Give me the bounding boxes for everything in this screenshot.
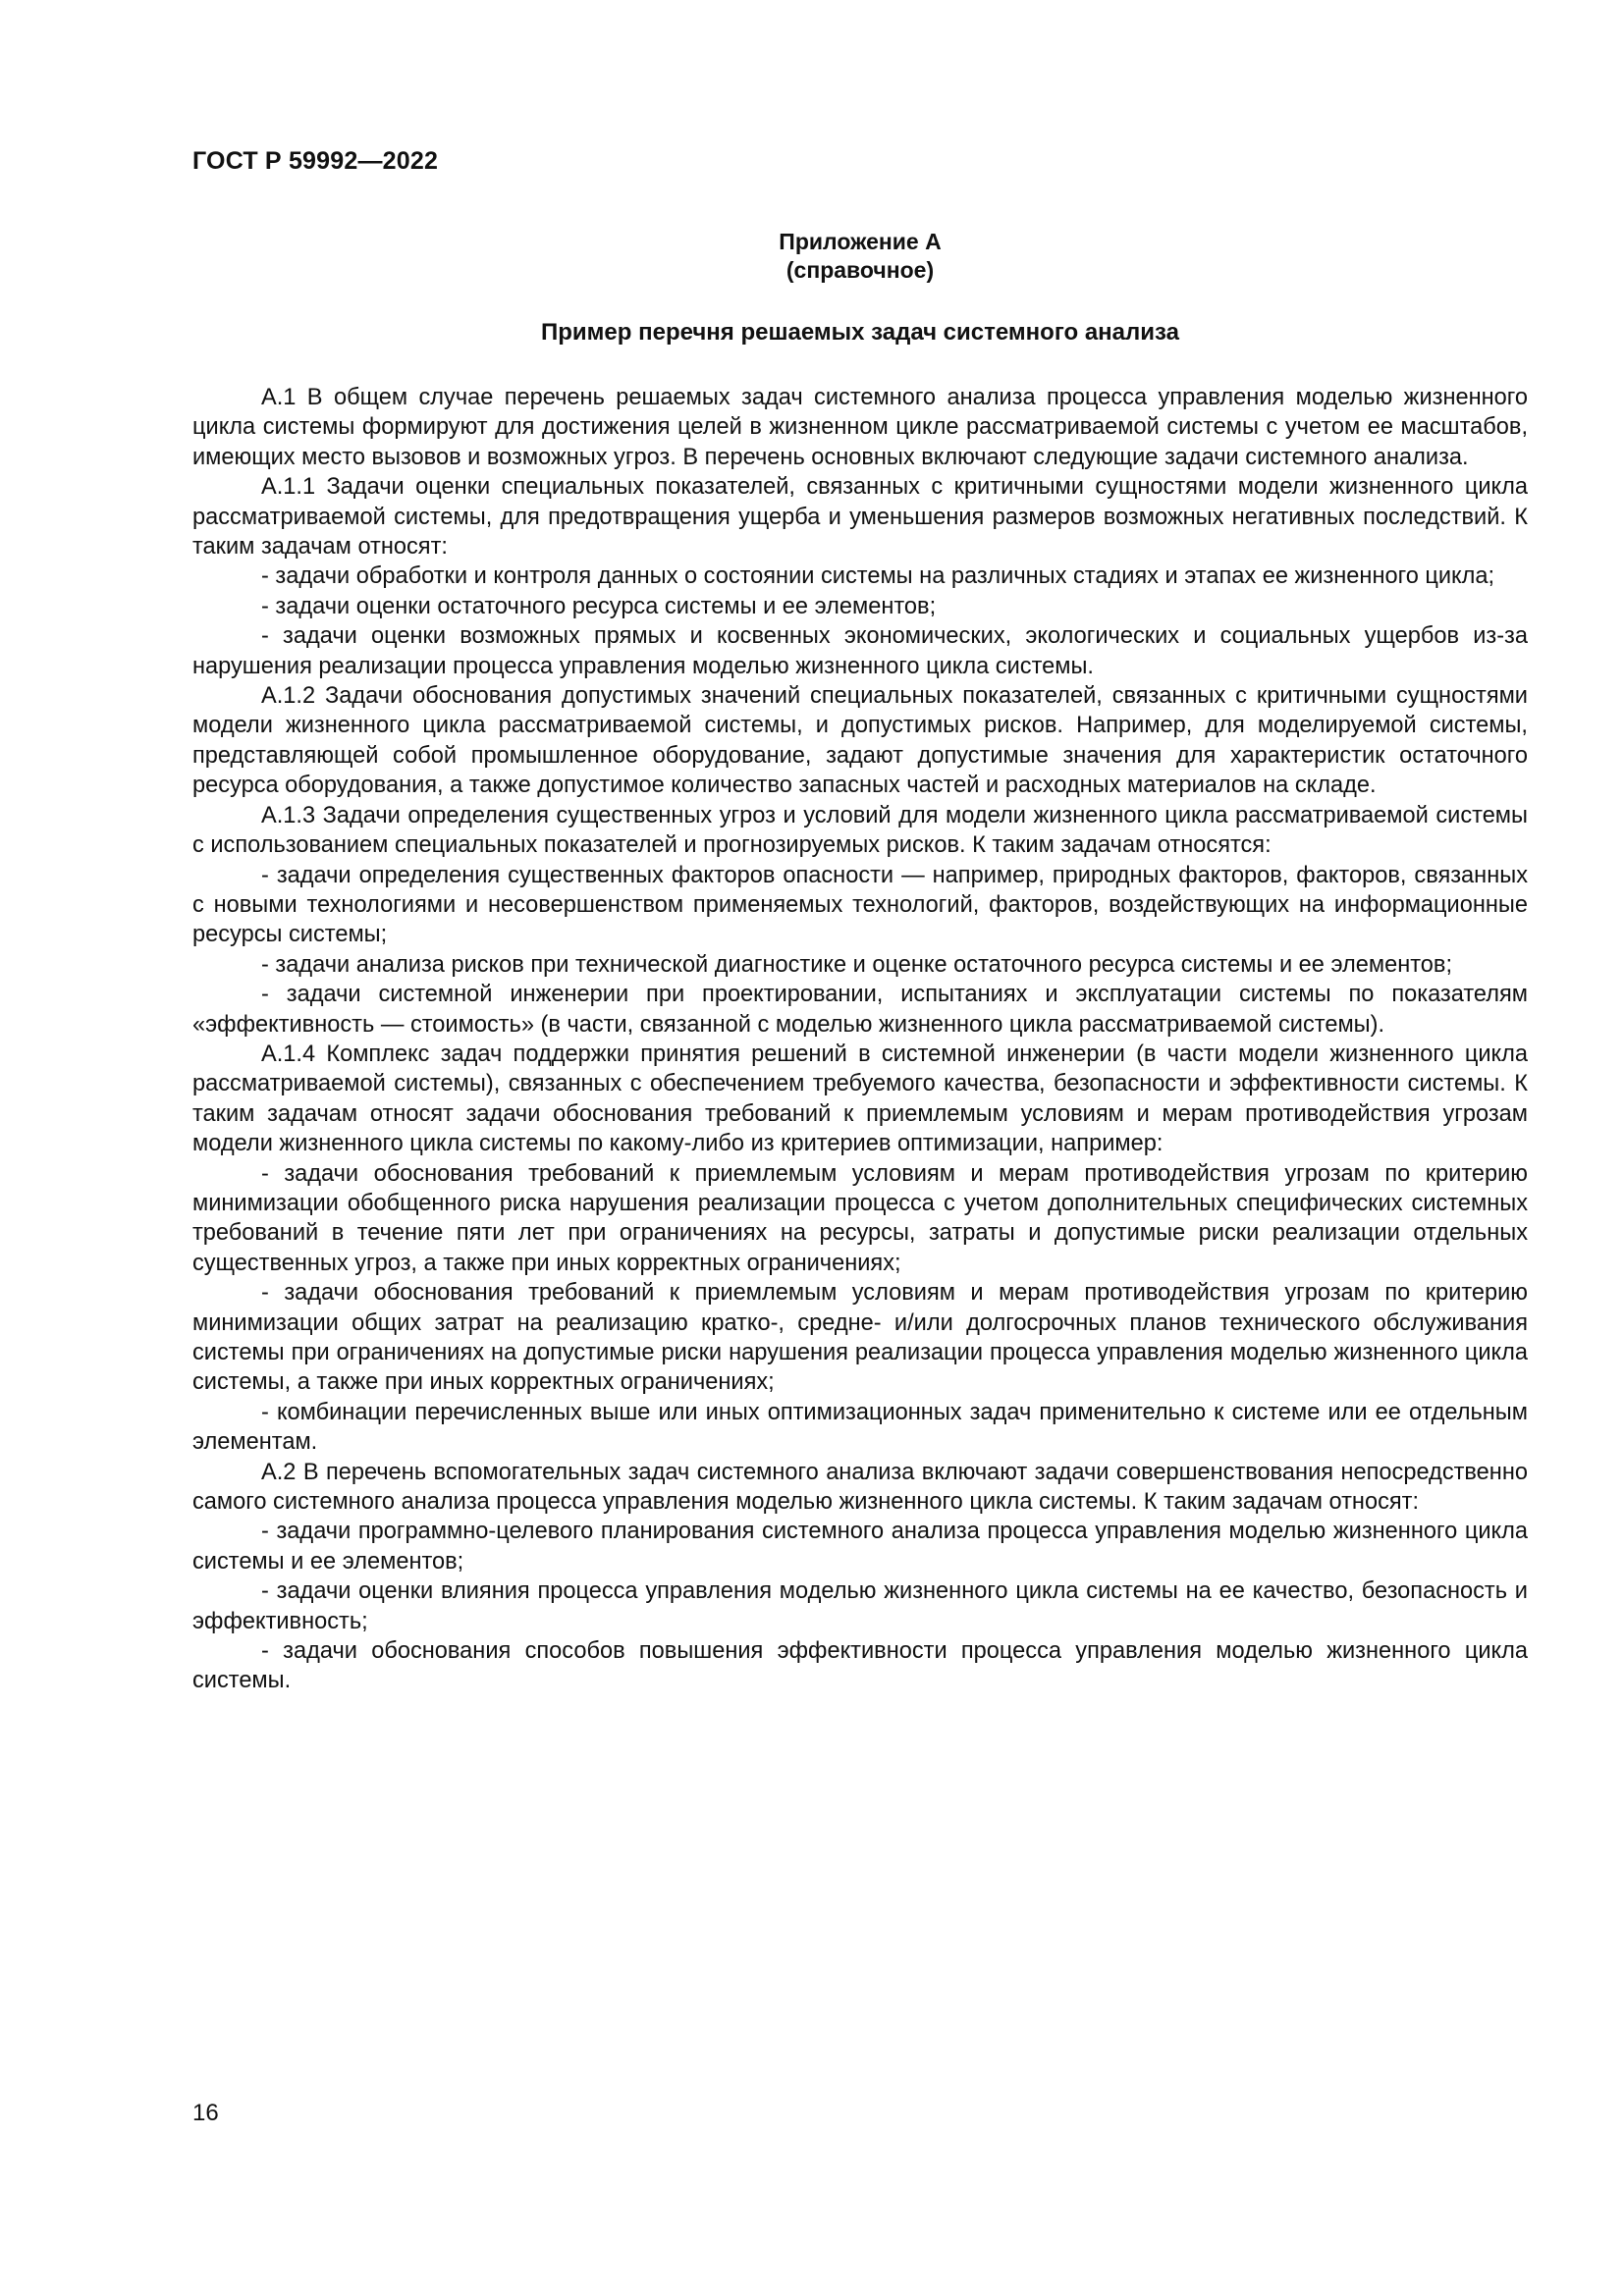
list-item: - задачи оценки остаточного ресурса системы и ее элементов; xyxy=(261,593,937,619)
list-item: - задачи обоснования требований к приемлемым условиям и мерам противодействия угрозам по критерию минимизации общих затрат на реализацию кратко-, средне- и/или долгосрочных планов технического обслуживания системы при ограничениях на допустимые риски нарушения реализации процесса управления моделью жизненного цикла системы, а также при иных корректных ограничениях; xyxy=(192,1280,1528,1396)
list-item: - задачи анализа рисков при технической диагностике и оценке остаточного ресурса системы и ее элементов; xyxy=(261,951,1453,978)
list-item: - задачи определения существенных факторов опасности — например, природных факторов, факторов, связанных с новыми технологиями и несовершенством применяемых технологий, факторов, воздействующих на информационные ресурсы системы; xyxy=(192,862,1528,948)
list-item: - задачи обоснования требований к приемлемым условиям и мерам противодействия угрозам по критерию минимизации обобщенного риска нарушения реализации процесса с учетом дополнительных специфических системных требований в течение пяти лет при ограничениях на ресурсы, затраты и допустимые риски реализации отдельных существенных угроз, а также при иных корректных ограничениях; xyxy=(192,1160,1528,1276)
document-body xyxy=(192,383,1528,1696)
list-item: - комбинации перечисленных выше или иных оптимизационных задач применительно к системе или ее отдельным элементам. xyxy=(192,1399,1528,1456)
list-item: - задачи программно-целевого планирования системного анализа процесса управления моделью жизненного цикла системы и ее элементов; xyxy=(192,1519,1528,1575)
list-item: - задачи обработки и контроля данных о состоянии системы на различных стадиях и этапах ее жизненного цикла; xyxy=(261,563,1495,590)
section-title: Пример перечня решаемых задач системного анализа xyxy=(541,319,1179,346)
paragraph-a1-4: А.1.4 Комплекс задач поддержки принятия решений в системной инженерии (в части модели жизненного цикла рассматриваемой системы), связанных с обеспечением требуемого качества, безопасности и эффективности системы. К таким задачам относят задачи обоснования требований к приемлемым условиям и мерам противодействия угрозам модели жизненного цикла системы по какому-либо из критериев оптимизации, например: xyxy=(192,1041,1528,1157)
paragraph-a1-1: А.1.1 Задачи оценки специальных показателей, связанных с критичными сущностями модели жизненного цикла рассматриваемой системы, для предотвращения ущерба и уменьшения размеров возможных негативных последствий. К таким задачам относят: xyxy=(192,474,1528,561)
paragraph-a1-3: А.1.3 Задачи определения существенных угроз и условий для модели жизненного цикла рассматриваемой системы с использованием специальных показателей и прогнозируемых рисков. К таким задачам относятся: xyxy=(192,802,1528,859)
document-code: ГОСТ Р 59992—2022 xyxy=(192,147,439,175)
list-item: - задачи оценки возможных прямых и косвенных экономических, экологических и социальных ущербов из-за нарушения реализации процесса управления моделью жизненного цикла системы. xyxy=(192,623,1528,679)
appendix-status: (справочное) xyxy=(785,257,935,283)
appendix-title: Приложение А xyxy=(779,229,942,254)
list-item: - задачи оценки влияния процесса управления моделью жизненного цикла системы на ее качество, безопасность и эффективность; xyxy=(192,1578,1528,1634)
list-item: - задачи системной инженерии при проектировании, испытаниях и эксплуатации системы по показателям «эффективность — стоимость» (в части, связанной с моделью жизненного цикла рассматриваемой системы). xyxy=(192,982,1528,1038)
paragraph-a2: А.2 В перечень вспомогательных задач системного анализа включают задачи совершенствования непосредственно самого системного анализа процесса управления моделью жизненного цикла системы. К таким задачам относят: xyxy=(192,1459,1528,1516)
paragraph-a1: А.1 В общем случае перечень решаемых задач системного анализа процесса управления моделью жизненного цикла системы формируют для достижения целей в жизненном цикле рассматриваемой системы с учетом ее масштабов, имеющих место вызовов и возможных угроз. В перечень основных включают следующие задачи системного анализа. xyxy=(192,385,1528,470)
list-item: - задачи обоснования способов повышения эффективности процесса управления моделью жизненного цикла системы. xyxy=(192,1638,1528,1694)
page-number: 16 xyxy=(192,2100,219,2126)
paragraph-a1-2: А.1.2 Задачи обоснования допустимых значений специальных показателей, связанных с критичными сущностями модели жизненного цикла рассматриваемой системы, и допустимых рисков. Например, для моделируемой системы, представляющей собой промышленное оборудование, задают допустимые значения для характеристик остаточного ресурса оборудования, а также допустимое количество запасных частей и расходных материалов на складе. xyxy=(192,683,1528,799)
